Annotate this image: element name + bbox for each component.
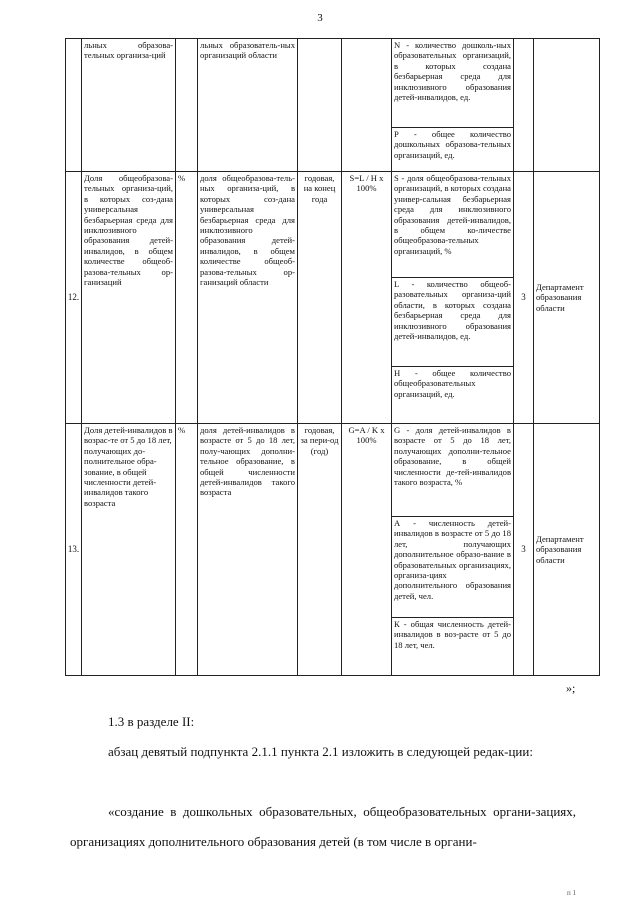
page-number: 3 (317, 12, 323, 24)
formula-cell: S=L / H x 100% (342, 172, 392, 424)
row-number: 13. (66, 424, 82, 676)
variable-h: Н - общее количество общеобразовательных организаций, ед. (394, 368, 511, 399)
indicator-cell: Доля общеобразова-тельных организа-ций, в которых соз-дана универсальная безбарьерная среда для инклюзивного образования детей-инвалидов, в общем количестве общеоб-разова-тельных ор-ганизаций (82, 172, 176, 424)
variables-cell (392, 39, 514, 172)
indicator-cell: Доля детей-инвалидов в возрас-те от 5 до 18 лет, получающих до-полнительное обра-зование, в общей численности детей-инвалидов такого возраста (82, 424, 176, 676)
variable-n: N - количество дошколь-ных образовательных организаций, в которых создана безбарьерная среда для инклюзивного образования детей-инвалидов, ед. (394, 40, 511, 103)
indicator-cell: льных образова-тельных организа-ций (82, 39, 176, 172)
responsible-cell: Департамент образования области (534, 172, 600, 424)
table-row-continued (66, 39, 600, 172)
footer-mark: п 1 (567, 889, 576, 897)
variable-p: Р - общее количество дошкольных образова-тельных организаций, ед. (394, 129, 511, 160)
responsible-cell: Департамент образования области (534, 424, 600, 676)
description-cell: льных образователь-ных организаций области (198, 39, 298, 172)
variables-cell (392, 172, 514, 424)
section-heading: 1.3 в разделе II: (108, 714, 195, 729)
method-cell: 3 (514, 172, 534, 424)
row-number: 12. (66, 172, 82, 424)
unit-cell: % (176, 424, 198, 676)
formula-cell: G=A / K x 100% (342, 424, 392, 676)
table-row-13 (66, 424, 600, 676)
description-cell: доля общеобразова-тель-ных организа-ций, в которых соз-дана универсальная безбарьерная среда для инклюзивного образования детей-инвалидов, в общем количестве общеоб-разова-тельных ор-ганизаций области (198, 172, 298, 424)
unit-cell: % (176, 172, 198, 424)
method-cell: 3 (514, 424, 534, 676)
variable-g: G - доля детей-инвалидов в возрасте от 5 до 18 лет, получающих дополни-тельное образование, в общей численности де-тей-инвалидов такого возраста, % (394, 425, 511, 488)
amendment-instruction: абзац девятый подпункта 2.1.1 пункта 2.1 изложить в следующей редак-ции: (108, 744, 533, 759)
indicators-table (65, 38, 600, 676)
variable-a: А - численность детей-инвалидов в возрасте от 5 до 18 лет, получающих дополнительное образо-вание в образовательных организациях, организа-циях дополнительного образования детей, чел. (392, 516, 513, 617)
periodicity-cell: годовая, на конец года (298, 172, 342, 424)
table-closing-quote: »; (566, 681, 576, 695)
description-cell: доля детей-инвалидов в возрасте от 5 до 18 лет, полу-чающих дополни-тельное образование, в общей численности детей-инвалидов такого возраста (198, 424, 298, 676)
variable-k: К - общая численность детей-инвалидов в воз-расте от 5 до 18 лет, чел. (394, 619, 511, 650)
variable-l: L - количество общеоб-разовательных организа-ций области, в которых создана безбарьерная среда для инклюзивного образования детей-инвалидов, ед. (392, 277, 513, 366)
periodicity-cell: годовая, за пери-од (год) (298, 424, 342, 676)
variables-cell (392, 424, 514, 676)
table-row-12 (66, 172, 600, 424)
amendment-quote: «создание в дошкольных образовательных, общеобразовательных органи-зациях, организациях дополнительного образования детей (в том числе в органи- (70, 804, 576, 849)
variable-s: S - доля общеобразова-тельных организаций, в которых создана универ-сальная безбарьерная среда для инклюзивного образования детей-инвалидов, в общем ко-личестве общеобразова-тельных организаций, % (394, 173, 511, 256)
